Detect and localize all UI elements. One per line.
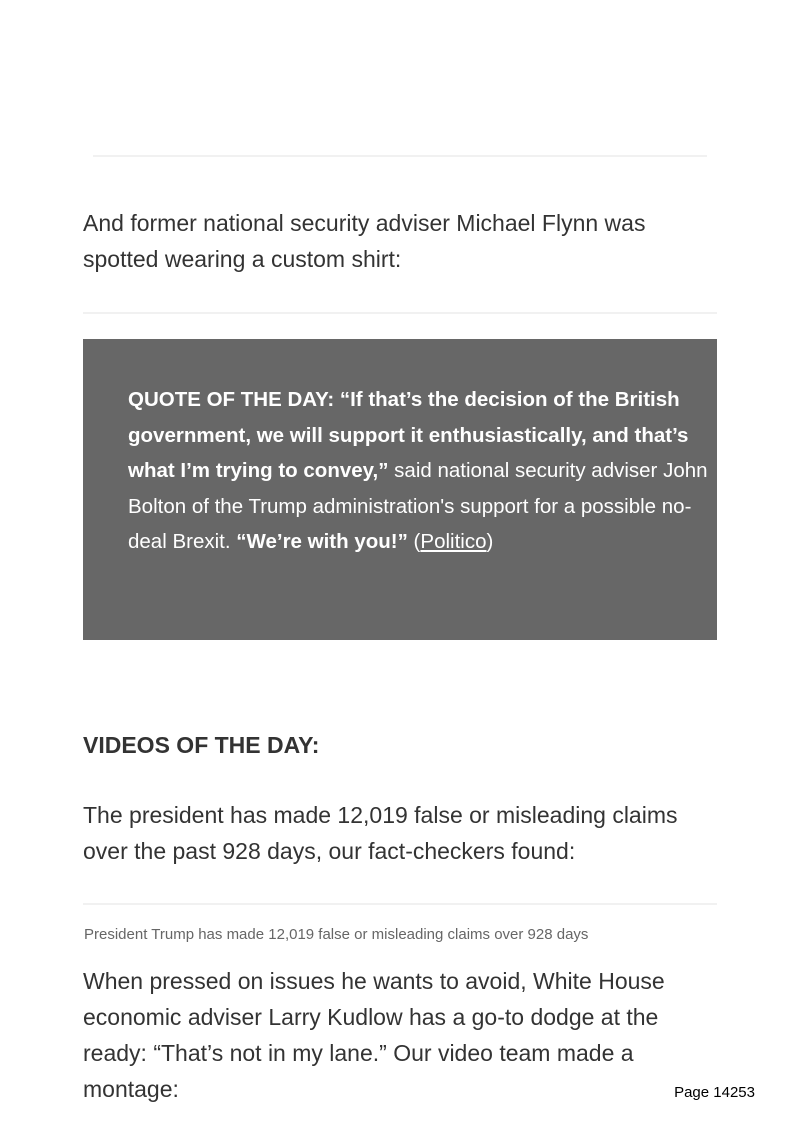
video-embed-divider <box>83 903 717 905</box>
divider-top <box>93 155 707 157</box>
quote-paren-close: ) <box>486 530 494 553</box>
quote-bold-lead: QUOTE OF THE DAY: “If that’s the decision of the British government, we will support it enthusiastically, and that’s what I’m trying to convey,” <box>128 388 689 482</box>
quote-paren-open: ( <box>407 530 421 553</box>
quote-bold-tail: “We’re with you!” <box>236 530 408 553</box>
quote-text <box>128 382 708 560</box>
kudlow-paragraph: When pressed on issues he wants to avoid, White House economic adviser Larry Kudlow has a go-to dodge at the ready: “That’s not in my lane.” Our video team made a montage: <box>83 968 665 1102</box>
flynn-paragraph: And former national security adviser Michael Flynn was spotted wearing a custom shirt: <box>83 210 646 272</box>
quote-of-the-day-box <box>83 339 717 640</box>
videos-of-the-day-heading: VIDEOS OF THE DAY: <box>83 732 320 758</box>
video-caption: President Trump has made 12,019 false or misleading claims over 928 days <box>84 926 589 943</box>
quote-body: said national security adviser John Bolton of the Trump administration's support for a possible no-deal Brexit. <box>128 459 708 553</box>
embed-divider <box>83 312 717 314</box>
politico-link[interactable]: Politico <box>420 530 487 553</box>
page-number: Page 14253 <box>668 1084 755 1101</box>
false-claims-paragraph: The president has made 12,019 false or misleading claims over the past 928 days, our fact-checkers found: <box>83 802 678 864</box>
